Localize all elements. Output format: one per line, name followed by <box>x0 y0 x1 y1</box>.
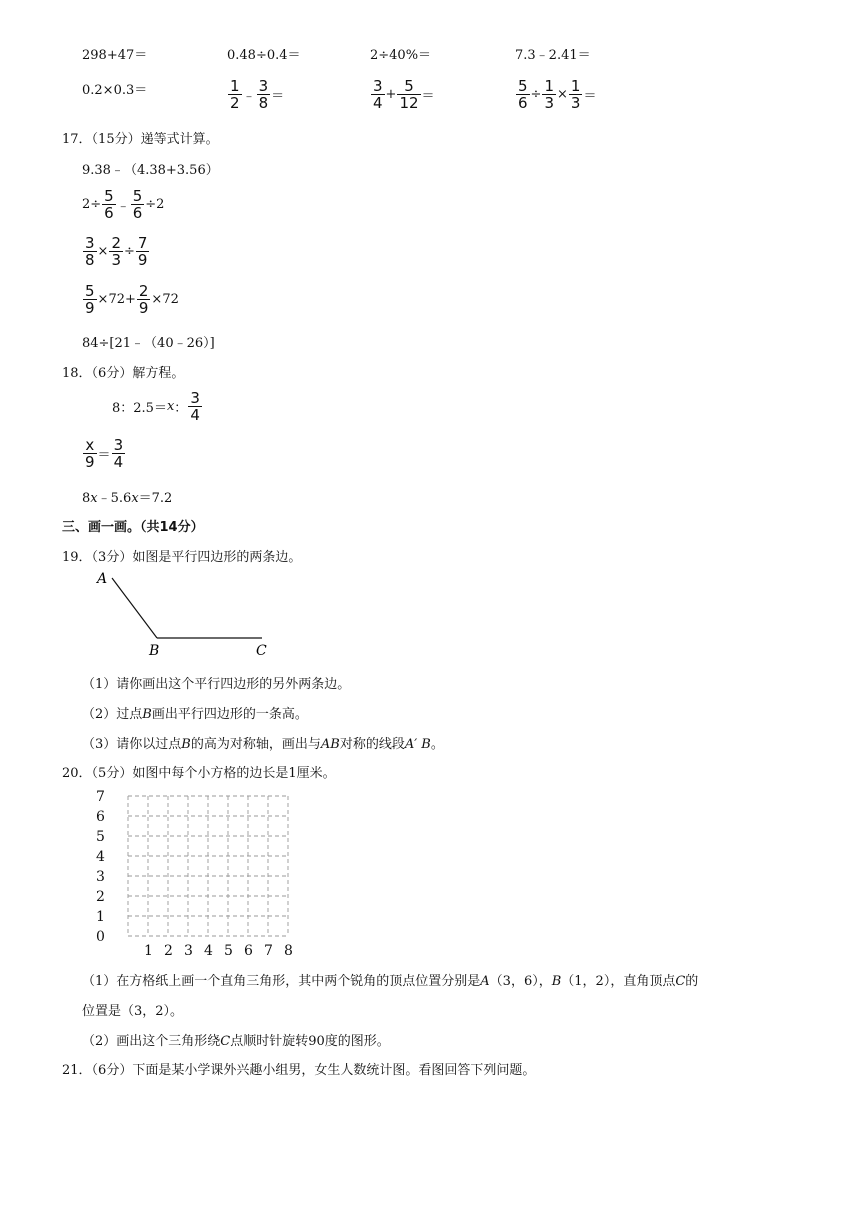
oral-calc-5: 0.2×0.3＝ <box>82 83 148 98</box>
fraction: $\frac{7}{9}$ <box>137 234 148 269</box>
oral-calc-6: $\frac{1}{2}$ ﹣ $\frac{3}{8}$ ＝ <box>230 77 285 112</box>
q17-title: 17．（15分）递等式计算。 <box>62 132 219 147</box>
oral-calc-1: 298+47＝ <box>82 48 148 63</box>
grid-y-label: 0 <box>96 929 105 945</box>
q18-eq-3: 8x﹣5.6x＝7.2 <box>82 491 173 506</box>
q18-eq-1: 8：2.5＝ x ： $\frac{3}{4}$ <box>112 389 200 424</box>
q17-expr-4: $\frac{5}{9}$ ×72+ $\frac{2}{9}$ ×72 <box>85 282 179 317</box>
grid-y-label: 7 <box>96 789 105 805</box>
q20-sub-1a: （1）在方格纸上画一个直角三角形，其中两个锐角的顶点位置分别是A（3，6），B（1，2），直角顶点C的 <box>82 974 699 989</box>
fraction: $\frac{5}{12}$ <box>399 77 419 112</box>
q18-title: 18．（6分）解方程。 <box>62 366 185 381</box>
fraction: $\frac{x}{9}$ <box>85 436 95 471</box>
fraction: $\frac{1}{3}$ <box>570 77 581 112</box>
grid-x-label: 2 <box>164 943 173 959</box>
q19-title: 19．（3分）如图是平行四边形的两条边。 <box>62 550 302 565</box>
fraction: $\frac{1}{2}$ <box>230 77 240 112</box>
grid-x-label: 3 <box>184 943 193 959</box>
fraction: $\frac{5}{6}$ <box>132 187 143 222</box>
q17-expr-2: 2÷ $\frac{5}{6}$ ﹣ $\frac{5}{6}$ ÷2 <box>82 187 165 222</box>
oral-calc-4: 7.3﹣2.41＝ <box>515 48 591 63</box>
grid-y-label: 6 <box>96 809 105 825</box>
segment-ab <box>112 578 157 638</box>
fraction: $\frac{2}{9}$ <box>138 282 149 317</box>
grid-y-label: 1 <box>96 909 105 925</box>
fraction: $\frac{3}{4}$ <box>190 389 200 424</box>
fraction: $\frac{3}{8}$ <box>85 234 95 269</box>
grid-y-label: 5 <box>96 829 105 845</box>
fraction: $\frac{3}{4}$ <box>373 77 383 112</box>
label-c: C <box>256 643 267 659</box>
q17-expr-5: 84÷[21﹣（40﹣26）] <box>82 336 215 351</box>
grid-x-label: 5 <box>224 943 233 959</box>
q17-expr-3: $\frac{3}{8}$ × $\frac{2}{3}$ ÷ $\frac{7}{9}$ <box>85 234 148 269</box>
grid-y-label: 3 <box>96 869 105 885</box>
label-b: B <box>149 643 160 659</box>
grid-x-label: 6 <box>244 943 253 959</box>
grid-x-label: 7 <box>264 943 273 959</box>
q20-sub-1b: 位置是（3，2）。 <box>82 1004 184 1019</box>
q19-sub-1: （1）请你画出这个平行四边形的另外两条边。 <box>82 677 351 692</box>
q20-title: 20．（5分）如图中每个小方格的边长是1厘米。 <box>62 766 336 781</box>
oral-calc-8: $\frac{5}{6}$ ÷ $\frac{1}{3}$ × $\frac{1}{3}$ ＝ <box>518 77 597 112</box>
q19-figure <box>90 566 280 662</box>
grid-x-label: 8 <box>284 943 293 959</box>
fraction: $\frac{5}{6}$ <box>518 77 528 112</box>
q21-title: 21．（6分）下面是某小学课外兴趣小组男，女生人数统计图。看图回答下列问题。 <box>62 1063 536 1078</box>
fraction: $\frac{1}{3}$ <box>544 77 554 112</box>
q19-sub-2: （2）过点B画出平行四边形的一条高。 <box>82 707 308 722</box>
label-a: A <box>97 571 108 587</box>
q17-expr-1: 9.38﹣（4.38+3.56） <box>82 163 219 178</box>
fraction: $\frac{3}{4}$ <box>113 436 124 471</box>
grid-figure <box>90 784 293 960</box>
q18-eq-2: $\frac{x}{9}$ ＝ $\frac{3}{4}$ <box>85 436 124 471</box>
fraction: $\frac{3}{8}$ <box>258 77 269 112</box>
oral-calc-3: 2÷40%＝ <box>370 48 432 63</box>
grid-x-label: 4 <box>204 943 213 959</box>
section-heading: 三、画一画。（共14分） <box>62 520 204 535</box>
fraction: $\frac{5}{9}$ <box>85 282 95 317</box>
grid-y-label: 2 <box>96 889 105 905</box>
fraction: $\frac{5}{6}$ <box>104 187 114 222</box>
q19-sub-3: （3）请你以过点B的高为对称轴，画出与AB对称的线段A′ B。 <box>82 737 444 752</box>
oral-calc-2: 0.48÷0.4＝ <box>227 48 301 63</box>
oral-calc-7: $\frac{3}{4}$ + $\frac{5}{12}$ ＝ <box>373 77 435 112</box>
fraction: $\frac{2}{3}$ <box>111 234 121 269</box>
grid-y-label: 4 <box>96 849 105 865</box>
q20-sub-2: （2）画出这个三角形绕C点顺时针旋转90度的图形。 <box>82 1034 390 1049</box>
grid-x-label: 1 <box>144 943 153 959</box>
